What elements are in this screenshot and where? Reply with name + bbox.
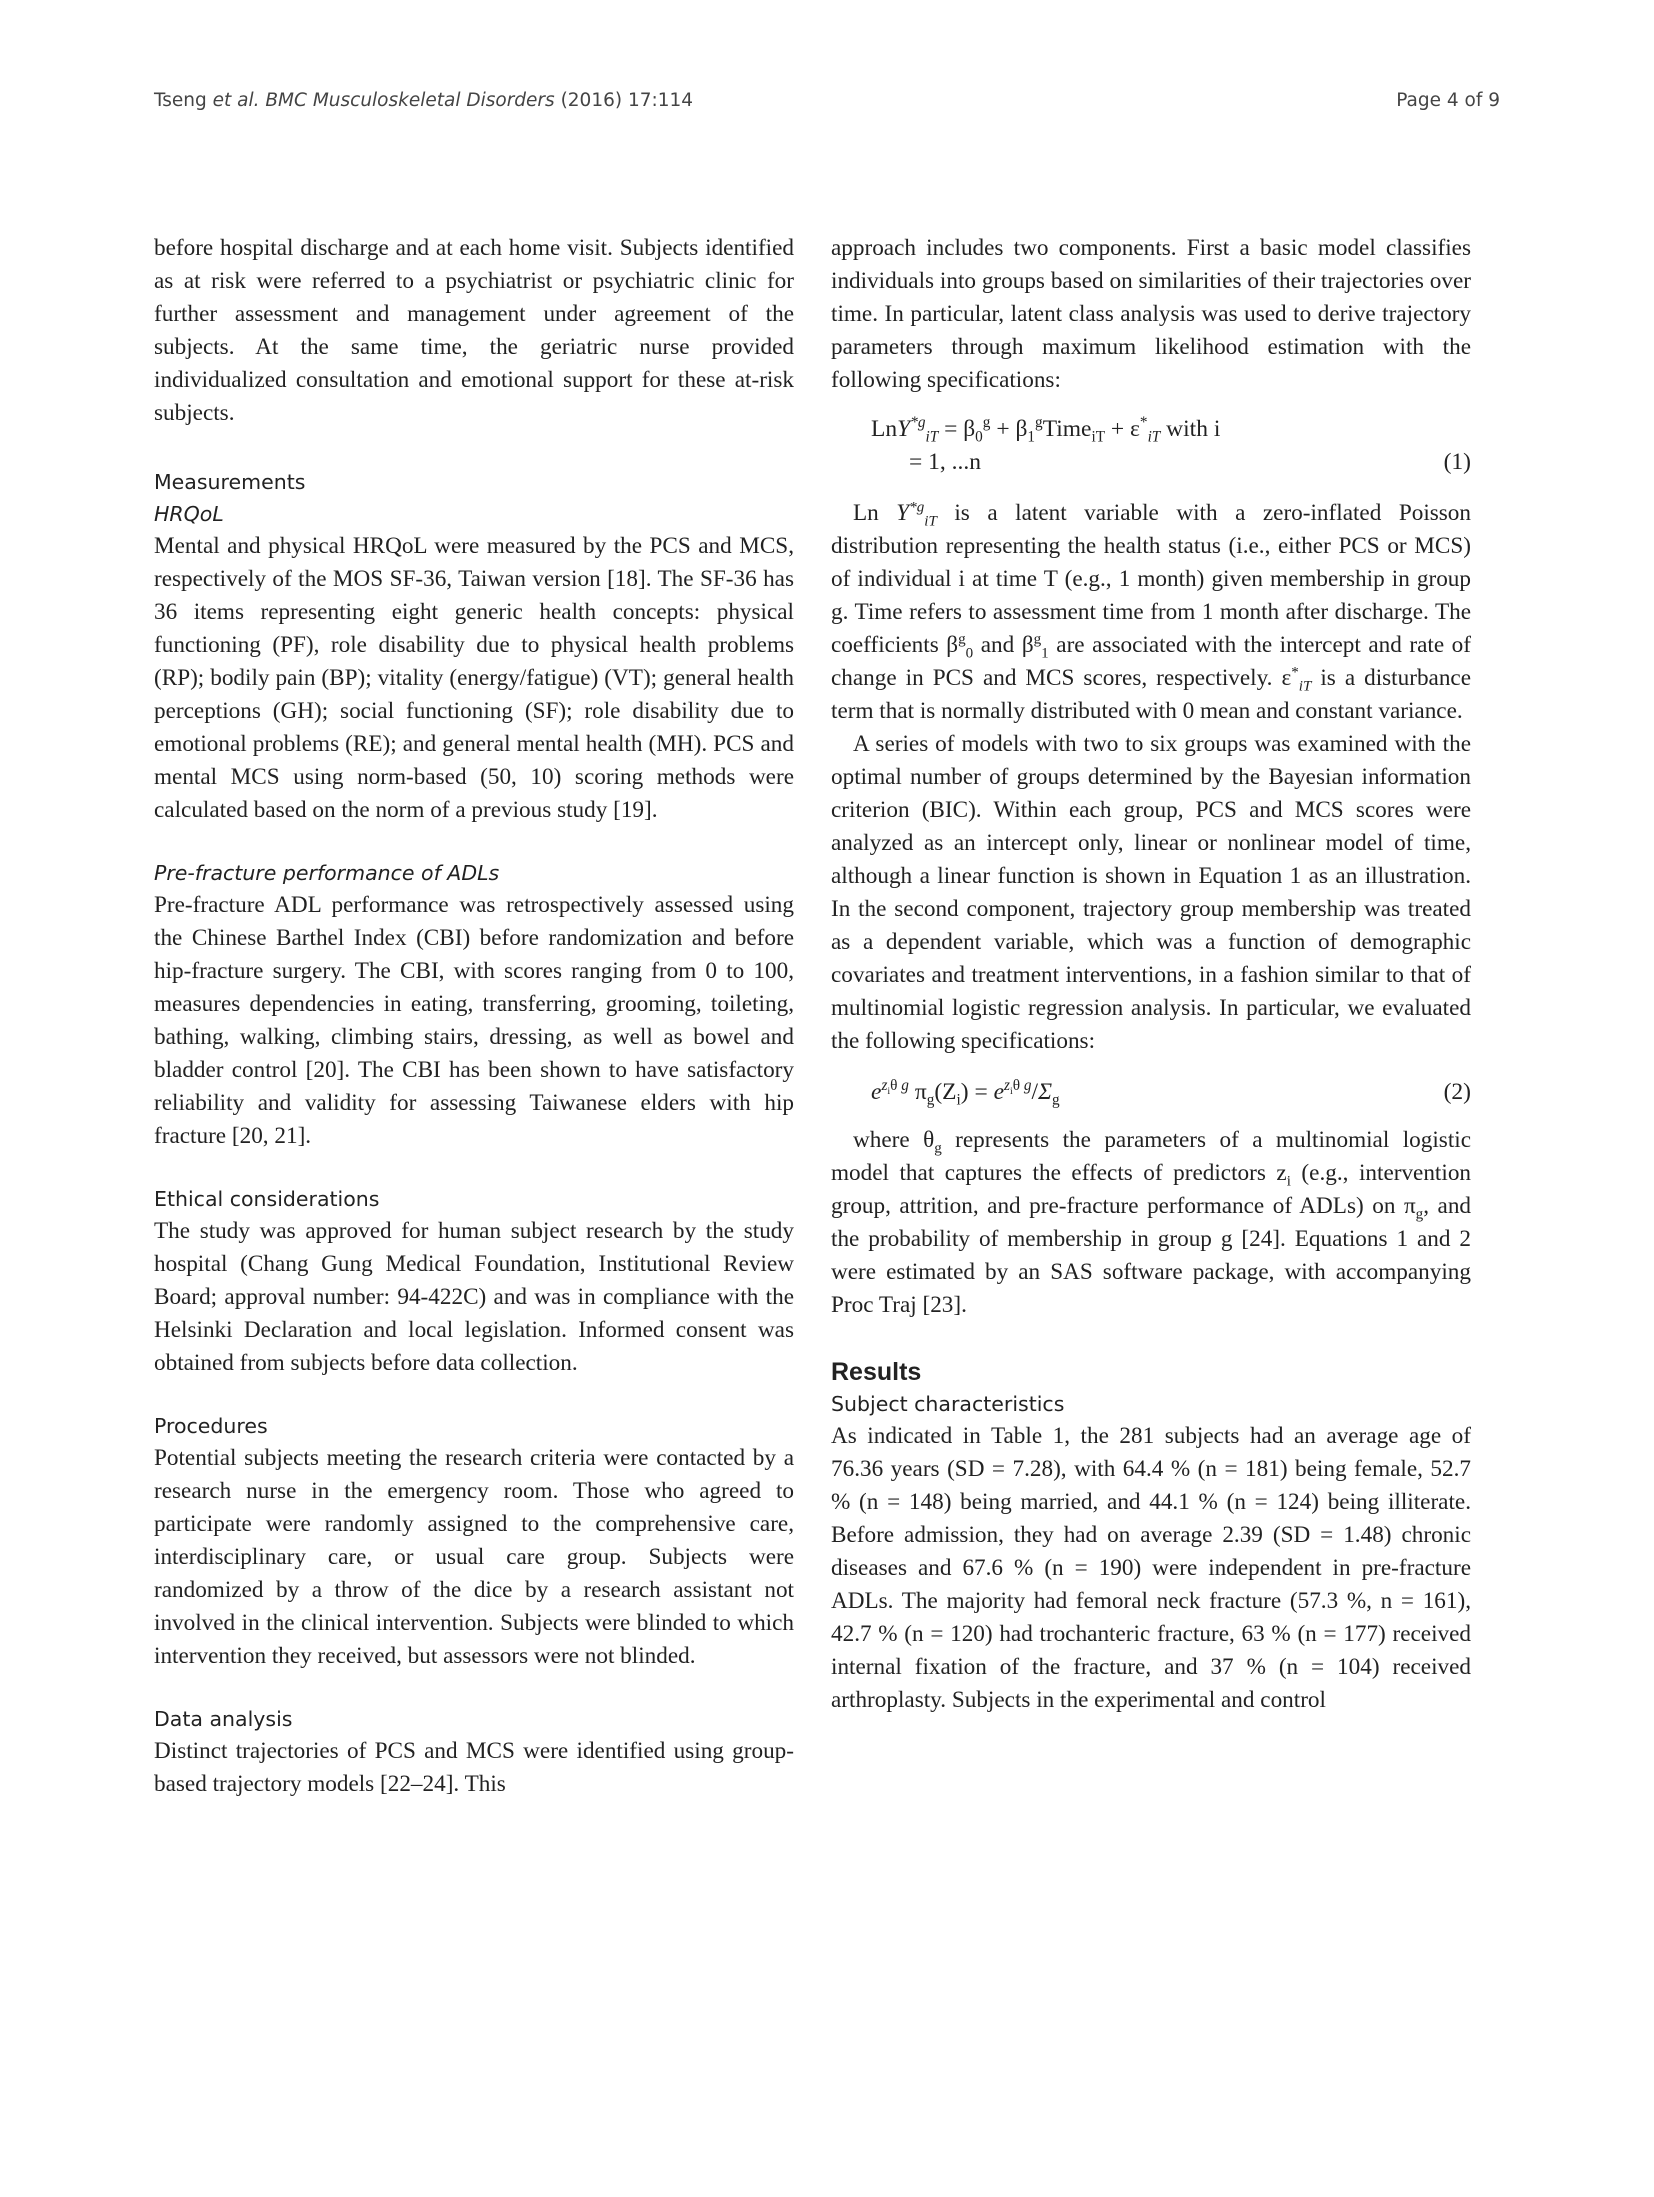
section-heading-procedures: Procedures — [154, 1414, 268, 1438]
equation-1-line-2: = 1, ...n — [909, 449, 982, 475]
equation-1-number: (1) — [1443, 449, 1471, 475]
section-heading-data-analysis: Data analysis — [154, 1707, 293, 1731]
page-number: Page 4 of 9 — [1396, 90, 1500, 111]
equation-2 — [831, 1072, 1471, 1112]
paragraph-ethics: The study was approved for human subject research by the study hospital (Chang Gung Medical Foundation, Institutional Review Board; approval number: 94-422C) and was in compliance with the Helsinki Declaration and local legislation. Informed consent was obtained from subjects before data collection. — [154, 1218, 794, 1376]
subsection-heading-subject-characteristics: Subject characteristics — [831, 1392, 1065, 1416]
subsection-heading-adl: Pre-fracture performance of ADLs — [154, 861, 500, 885]
paragraph-adl: Pre-fracture ADL performance was retrospectively assessed using the Chinese Barthel Index (CBI) before randomization and before hip-fracture surgery. The CBI, with scores ranging from 0 to 100, measures dependencies in eating, transferring, grooming, toileting, bathing, walking, climbing stairs, dressing, as well as bowel and bladder control [20]. The CBI has been shown to have satisfactory reliability and validity for assessing Taiwanese elders with hip fracture [20, 21]. — [154, 892, 794, 1149]
paragraph-data-analysis: Distinct trajectories of PCS and MCS were identified using group-based trajectory models [22–24]. This — [154, 1738, 794, 1797]
right-column — [831, 232, 1471, 1717]
paragraph-latent-variable: Ln $Y^{*g}_{iT}$ is a latent variable with a zero-inflated Poisson distribution representing the health status (i.e., either PCS or MCS) of individual i at time T (e.g., 1 month) given membership in group g. Time refers to assessment time from 1 month after discharge. The coefficients $\beta^g_0$ and $\beta^g_1$ are associated with the intercept and rate of change in PCS and MCS scores, respectively. $\varepsilon^*_{iT}$ is a disturbance term that is normally distributed with 0 mean and constant variance. — [831, 499, 1472, 724]
paragraph-hrqol: Mental and physical HRQoL were measured by the PCS and MCS, respectively of the MOS SF-36, Taiwan version [18]. The SF-36 has 36 items representing eight generic health concepts: physical functioning (PF), role disability due to physical health problems (RP); bodily pain (BP); vitality (energy/fatigue) (VT); general health perceptions (GH); social functioning (SF); role disability due to emotional problems (RE); and general mental health (MH). PCS and mental MCS using norm-based (50, 10) scoring methods were calculated based on the norm of a previous study [19]. — [154, 533, 794, 823]
section-heading-results: Results — [831, 1358, 922, 1386]
paragraph-results: As indicated in Table 1, the 281 subjects had an average age of 76.36 years (SD = 7.28), with 64.4 % (n = 181) being female, 52.7 % (n = 148) being married, and 44.1 % (n = 124) being illiterate. Before admission, they had on average 2.39 (SD = 1.48) chronic diseases and 67.6 % (n = 190) were independent in pre-fracture ADLs. The majority had femoral neck fracture (57.3 %, n = 161), 42.7 % (n = 120) had trochanteric fracture, 63 % (n = 177) received internal fixation of the fracture, and 37 % (n = 104) received arthroplasty. Subjects in the experimental and control — [831, 1423, 1471, 1713]
paragraph-procedures: Potential subjects meeting the research criteria were contacted by a research nurse in the emergency room. Those who agreed to participate were randomly assigned to the comprehensive care, interdisciplinary care, or usual care group. Subjects were randomized by a throw of the dice by a research assistant not involved in the clinical intervention. Subjects were blinded to which intervention they received, but assessors were not blinded. — [154, 1445, 794, 1669]
subsection-heading-hrqol: HRQoL — [154, 502, 224, 526]
section-heading-ethics: Ethical considerations — [154, 1187, 380, 1211]
section-heading-measurements: Measurements — [154, 470, 306, 494]
equation-2-number: (2) — [1443, 1079, 1471, 1105]
paragraph-approach: approach includes two components. First a basic model classifies individuals into groups based on similarities of their trajectories over time. In particular, latent class analysis was used to derive trajectory parameters through maximum likelihood estimation with the following specifications: — [831, 235, 1471, 393]
journal-citation: Tseng et al. BMC Musculoskeletal Disorders (2016) 17:114 — [154, 90, 694, 111]
paragraph-models: A series of models with two to six groups was examined with the optimal number of groups determined by the Bayesian information criterion (BIC). Within each group, PCS and MCS scores were analyzed as an intercept only, linear or nonlinear model of time, although a linear function is shown in Equation 1 as an illustration. In the second component, trajectory group membership was treated as a dependent variable, which was a function of demographic covariates and treatment interventions, in a fashion similar to that of multinomial logistic regression analysis. In particular, we evaluated the following specifications: — [831, 731, 1471, 1054]
paragraph-intro: before hospital discharge and at each home visit. Subjects identified as at risk were referred to a psychiatrist or psychiatric clinic for further assessment and management under agreement of the subjects. At the same time, the geriatric nurse provided individualized consultation and emotional support for these at-risk subjects. — [154, 235, 794, 426]
paragraph-where: where $\theta_g$ represents the parameters of a multinomial logistic model that captures the effects of predictors $z_i$ (e.g., intervention group, attrition, and pre-fracture performance of ADLs) on $\pi_g$, and the probability of membership in group g [24]. Equations 1 and 2 were estimated by an SAS software package, with accompanying Proc Traj [23]. — [831, 1127, 1472, 1318]
equation-1-line-1: $LnY^{*g}_{iT} = \beta_0^g$ + $\beta_1^gTime_{iT} + \varepsilon^*_{iT}$ with i — [871, 414, 1221, 446]
left-column — [154, 232, 794, 1801]
running-header — [154, 90, 1500, 120]
equation-2-body: $e^{z_i\theta g}$ $\pi_g(Z_i) = e^{z_i\theta g}/\Sigma_g$ — [871, 1077, 1060, 1109]
equation-1 — [831, 413, 1471, 483]
